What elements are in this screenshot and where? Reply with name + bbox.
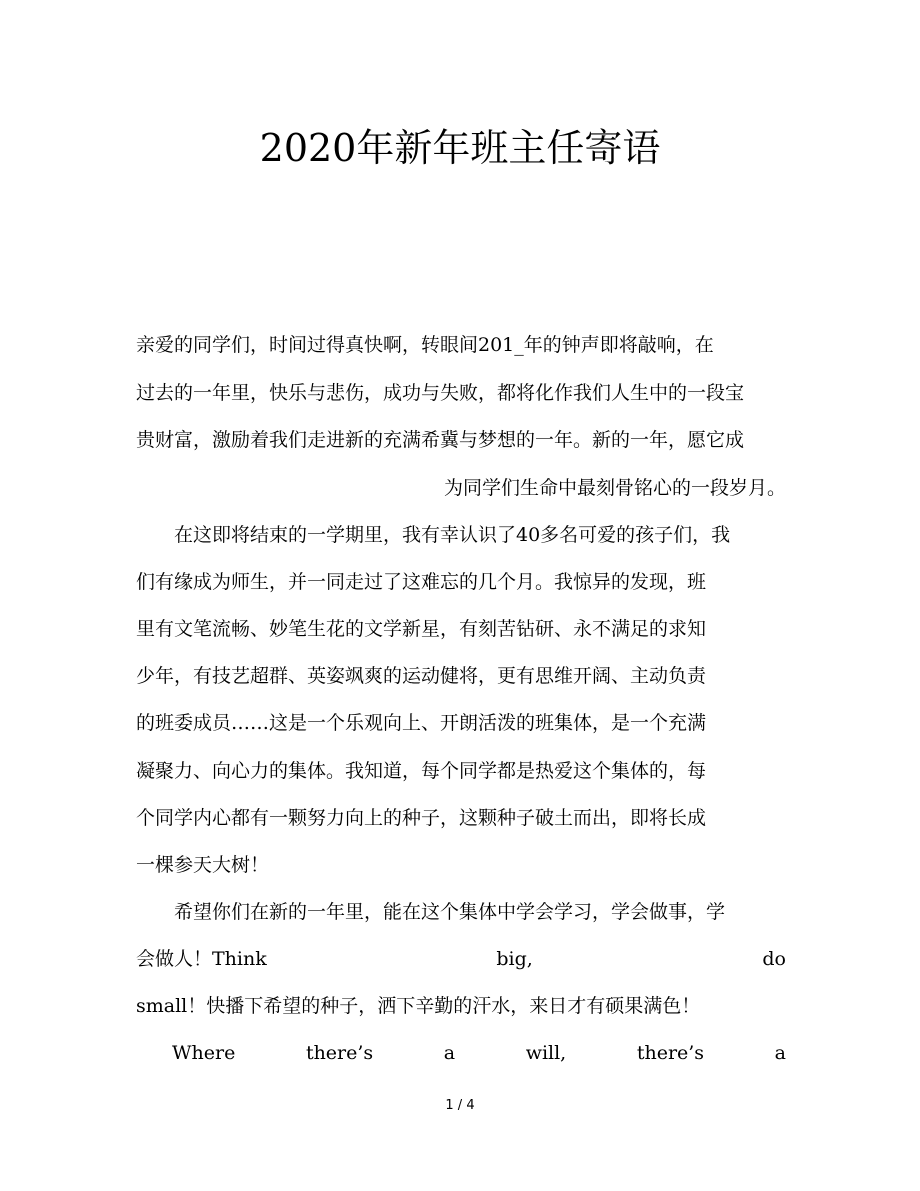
paragraph-line: 为同学们生命中最刻骨铭心的一段岁月。 [443, 477, 786, 499]
word: there’s [636, 1042, 705, 1064]
paragraph-line: 少年，有技艺超群、英姿飒爽的运动健将，更有思维开阔、主动负责 [136, 665, 707, 687]
justified-line [136, 947, 786, 971]
paragraph-line: 贵财富，激励着我们走进新的充满希冀与梦想的一年。新的一年，愿它成 [136, 429, 745, 451]
word: big, [496, 948, 533, 970]
word: there’s [305, 1042, 374, 1064]
paragraph-line: 凝聚力、向心力的集体。我知道，每个同学都是热爱这个集体的，每 [136, 760, 707, 782]
justified-line [172, 1041, 786, 1065]
paragraph-line: 一棵参天大树！ [136, 854, 270, 876]
paragraph-line: 过去的一年里，快乐与悲伤，成功与失败，都将化作我们人生中的一段宝 [136, 382, 745, 404]
paragraph-line: 在这即将结束的一学期里，我有幸认识了40多名可爱的孩子们，我 [136, 524, 731, 546]
paragraph-line: 个同学内心都有一颗努力向上的种子，这颗种子破土而出，即将长成 [136, 807, 707, 829]
paragraph-line: 们有缘成为师生，并一同走过了这难忘的几个月。我惊异的发现，班 [136, 571, 707, 593]
word: a [774, 1042, 786, 1064]
word: do [762, 948, 786, 970]
page-number: 1 / 4 [445, 1098, 475, 1113]
paragraph-line: 的班委成员……这是一个乐观向上、开朗活泼的班集体，是一个充满 [136, 712, 707, 734]
page-title: 2020年新年班主任寄语 [259, 126, 661, 170]
paragraph-line: 里有文笔流畅、妙笔生花的文学新星，有刻苦钻研、永不满足的求知 [136, 618, 707, 640]
paragraph-line: 亲爱的同学们，时间过得真快啊，转眼间201_年的钟声即将敲响，在 [136, 334, 714, 356]
paragraph-line: 希望你们在新的一年里，能在这个集体中学会学习，学会做事，学 [136, 901, 726, 923]
word: Where [172, 1042, 236, 1064]
word: will, [525, 1042, 567, 1064]
paragraph-line: small！快播下希望的种子，洒下辛勤的汗水，来日才有硕果满色！ [136, 995, 701, 1017]
word: a [443, 1042, 456, 1064]
word: 会做人！Think [136, 948, 267, 970]
